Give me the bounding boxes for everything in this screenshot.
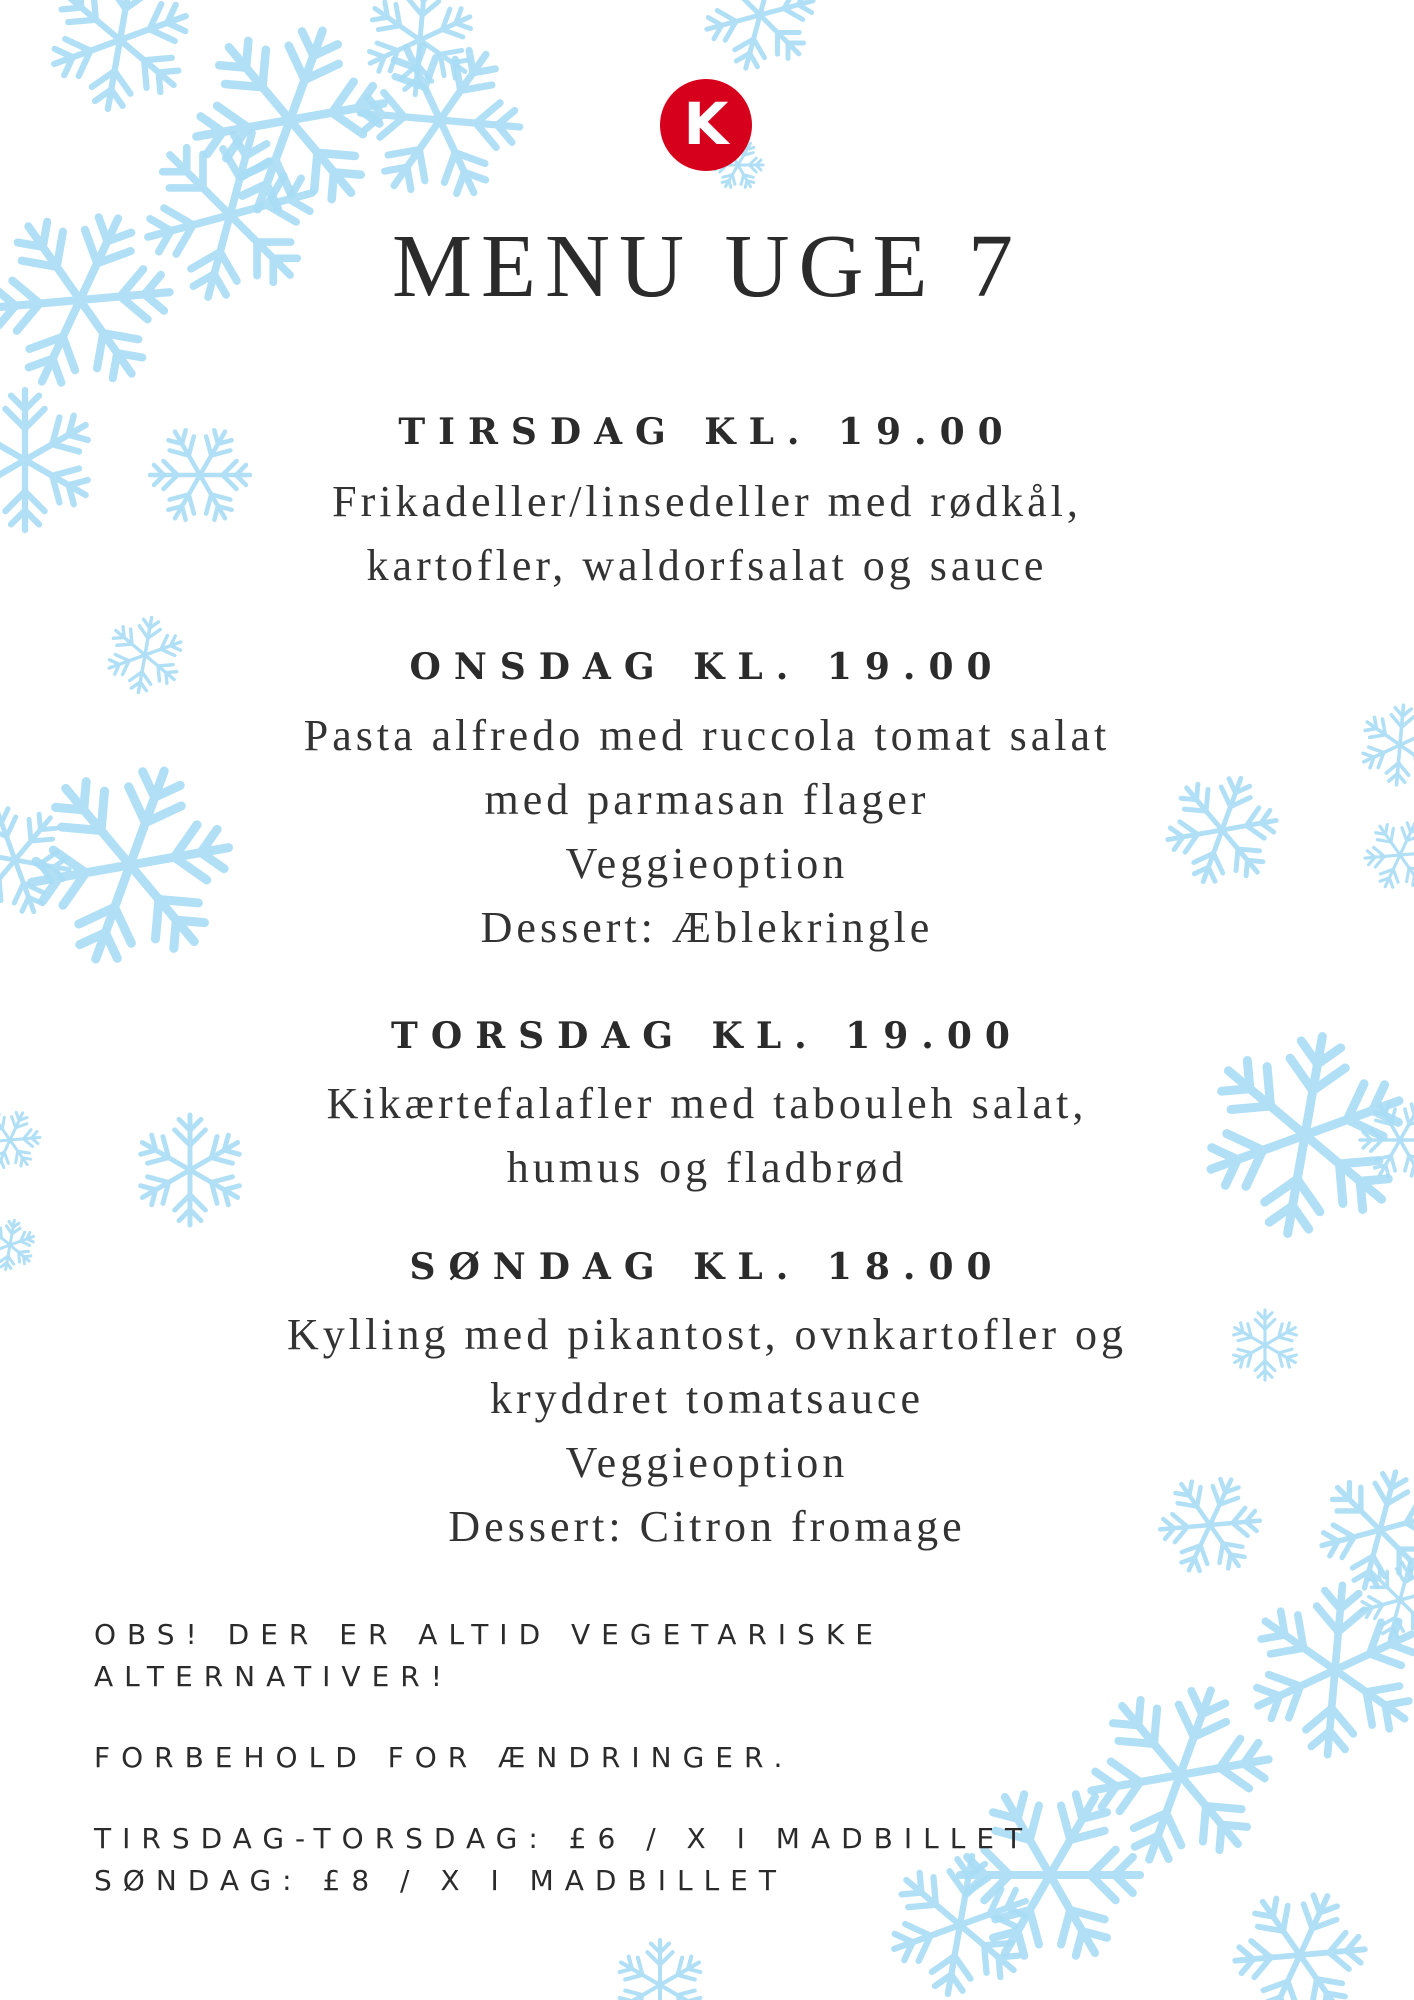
snowflake-icon (38, 0, 201, 121)
dish-line: Dessert: Citron fromage (448, 1502, 966, 1551)
note-reservation (94, 1737, 1324, 1779)
dish-line: med parmasan flager (484, 775, 930, 824)
dish-line: Dessert: Æblekringle (480, 903, 934, 952)
logo-badge (660, 79, 752, 171)
day-heading-sunday: SØNDAG KL. 18.00 (409, 1246, 1005, 1288)
dish-line: Veggieoption (565, 839, 849, 888)
dish-line: Kikærtefalafler med tabouleh salat, (326, 1079, 1088, 1128)
dish-thursday (0, 1072, 1414, 1200)
dish-wednesday (0, 704, 1414, 960)
page-title: MENU UGE 7 (392, 217, 1022, 316)
dish-tuesday (0, 470, 1414, 598)
price-line: TIRSDAG-TORSDAG: £6 / X I MADBILLET (94, 1822, 1034, 1855)
dish-line: kryddret tomatsauce (490, 1374, 924, 1423)
snowflake-icon (328, 8, 552, 231)
dish-line: Kylling med pikantost, ovnkartofler og (287, 1310, 1127, 1359)
note-line: OBS! DER ER ALTID VEGETARISKE (94, 1618, 884, 1651)
note-prices (94, 1818, 1324, 1902)
note-line: FORBEHOLD FOR ÆNDRINGER. (94, 1741, 794, 1774)
snowflake-icon (615, 1940, 706, 2000)
dish-line: Veggieoption (565, 1438, 849, 1487)
day-heading-thursday: TORSDAG KL. 19.00 (391, 1015, 1023, 1057)
note-line: ALTERNATIVER! (94, 1660, 453, 1693)
snowflake-icon (692, 0, 827, 82)
day-heading-wednesday: ONSDAG KL. 19.00 (409, 646, 1005, 688)
dish-line: kartofler, waldorfsalat og sauce (366, 541, 1048, 590)
day-heading-tuesday: TIRSDAG KL. 19.00 (398, 411, 1016, 453)
dish-sunday (0, 1303, 1414, 1559)
price-line: SØNDAG: £8 / X I MADBILLET (94, 1864, 787, 1897)
logo-letter: K (683, 90, 729, 158)
dish-line: humus og fladbrød (506, 1143, 908, 1192)
note-vegetarian (94, 1614, 1324, 1698)
dish-line: Pasta alfredo med ruccola tomat salat (303, 711, 1111, 760)
dish-line: Frikadeller/linsedeller med rødkål, (332, 477, 1082, 526)
